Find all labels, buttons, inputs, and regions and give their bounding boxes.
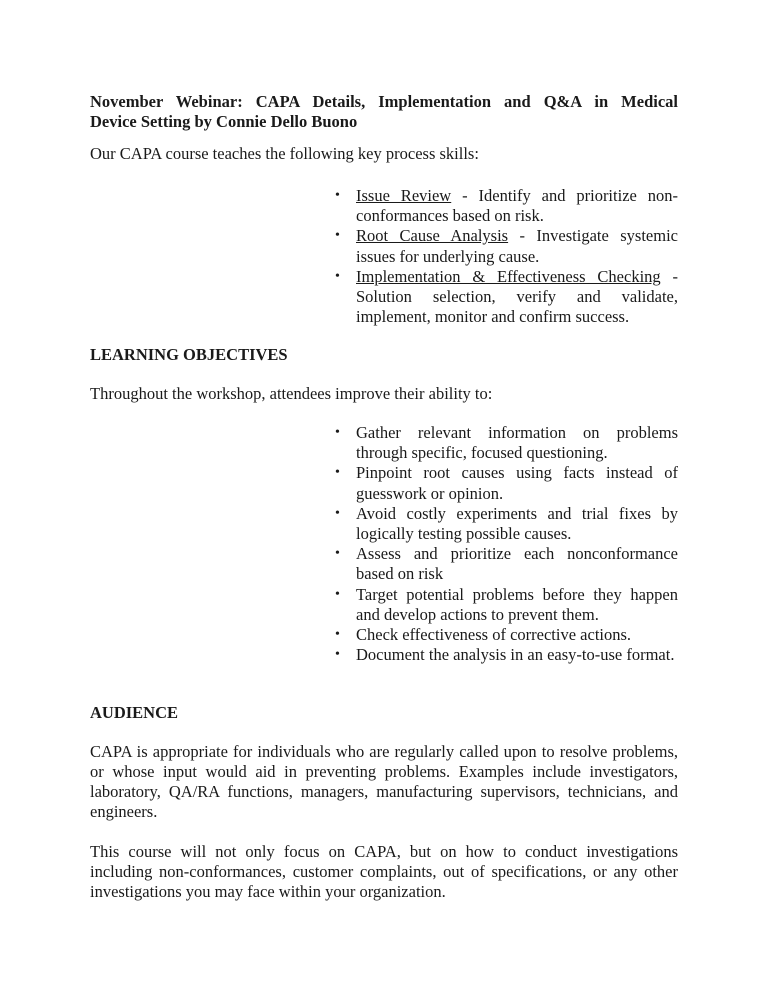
objective-item (335, 585, 678, 625)
bullet-icon: • (335, 627, 340, 643)
skill-term: Implementation & Effectiveness Checking (356, 266, 661, 286)
skill-term: Root Cause Analysis (356, 226, 509, 246)
bullet-icon: • (335, 546, 340, 562)
objective-text: Avoid costly experiments and trial fixes by logically testing possible causes. (356, 503, 678, 544)
bullet-icon: • (335, 505, 340, 521)
objective-text: Assess and prioritize each nonconformance based on risk (356, 544, 678, 584)
bullet-icon: • (335, 188, 340, 203)
skill-desc: - Identify and prioritize non-conformances based on risk. (356, 186, 678, 226)
title-line-2: Device Setting by Connie Dello Buono (90, 112, 358, 131)
objective-item (335, 645, 678, 665)
bullet-icon: • (335, 465, 340, 481)
objective-item (335, 423, 678, 463)
skill-item (335, 267, 678, 328)
objective-text: Check effectiveness of corrective actions. (356, 625, 632, 645)
objective-item (335, 625, 678, 645)
objectives-list (335, 423, 678, 665)
objective-text: Gather relevant information on problems through specific, focused questioning. (356, 423, 678, 463)
audience-heading: AUDIENCE (90, 703, 179, 722)
objective-item (335, 504, 678, 544)
audience-paragraph-1: CAPA is appropriate for individuals who are regularly called upon to resolve problems, or whose input would aid in preventing problems. Examples include investigators, laboratory, QA/RA functions, managers, manufacturing supervisors, technicians, and engineers. (90, 742, 678, 821)
objectives-intro: Throughout the workshop, attendees improve their ability to: (90, 384, 493, 403)
objective-text: Pinpoint root causes using facts instead of guesswork or opinion. (356, 463, 678, 503)
skill-desc: - Solution selection, verify and validate, implement, monitor and confirm success. (356, 266, 678, 327)
skill-item (335, 186, 678, 226)
bullet-icon: • (335, 228, 340, 244)
objective-item (335, 544, 678, 584)
bullet-icon: • (335, 586, 340, 602)
title-line-1: November Webinar: CAPA Details, Implementation and Q&A in Medical (90, 92, 678, 111)
objective-text: Target potential problems before they happen and develop actions to prevent them. (356, 584, 678, 624)
skills-list (335, 186, 678, 327)
bullet-icon: • (335, 268, 340, 284)
bullet-icon: • (335, 647, 340, 663)
skill-item (335, 226, 678, 266)
audience-paragraph-2: This course will not only focus on CAPA, but on how to conduct investigations including non-conformances, customer complaints, out of specifications, or any other investigations you may face within your organization. (90, 842, 678, 901)
document-title (90, 92, 678, 132)
objective-text: Document the analysis in an easy-to-use format. (356, 645, 675, 665)
objective-item (335, 463, 678, 503)
skill-term: Issue Review (356, 186, 452, 205)
objectives-heading: LEARNING OBJECTIVES (90, 345, 288, 364)
skills-intro: Our CAPA course teaches the following key process skills: (90, 144, 479, 163)
skill-desc: - Investigate systemic issues for underlying cause. (356, 226, 678, 266)
bullet-icon: • (335, 425, 340, 440)
